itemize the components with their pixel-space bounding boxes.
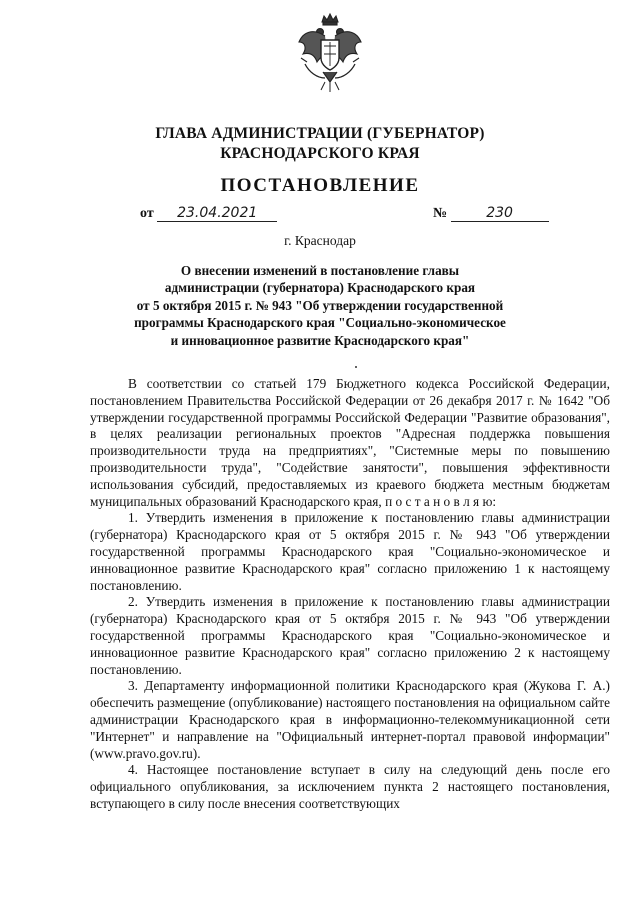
handwritten-date: 23.04.2021 [157, 206, 277, 222]
document-subject [80, 262, 560, 349]
clause-2-paragraph: 2. Утвердить изменения в приложение к постановлению главы администрации (губернатора) Краснодарского края от 5 октября 2015 г. № 943 "Об утверждении государственной программы Краснодарского края "Социально-экономическое и инновационное развитие Краснодарского края" согласно приложению 2 к настоящему постановлению. [90, 594, 610, 677]
subject-line: О внесении изменений в постановление главы [180, 263, 460, 278]
stray-mark [355, 366, 357, 368]
coat-of-arms-emblem [295, 12, 365, 94]
subject-line: и инновационное развитие Краснодарского края" [170, 332, 470, 348]
subject-line: администрации (губернатора) Краснодарского края [164, 280, 476, 296]
document-type: ПОСТАНОВЛЕНИЕ [220, 175, 420, 196]
city: г. Краснодар [284, 233, 356, 248]
date-label: от [140, 206, 154, 221]
authority-title-line1: ГЛАВА АДМИНИСТРАЦИИ (ГУБЕРНАТОР) [155, 125, 485, 142]
number-label: № [433, 206, 448, 221]
preamble-paragraph: В соответствии со статьей 179 Бюджетного кодекса Российской Федерации, постановлением Правительства Российской Федерации от 26 декабря 2017 г. № 1642 "Об утверждении государственной программы Российской Федерации "Развитие образования", в целях реализации региональных проектов "Адресная поддержка повышения производительности труда на предприятиях", "Системные меры по повышению производительности труда", "Содействие занятости", повышения эффективности использования субсидий, предоставляемых из краевого бюджета местным бюджетам муниципальных образований Краснодарского края, п о с т а н о в л я ю: [90, 376, 610, 509]
number-row [433, 206, 549, 222]
subject-line: от 5 октября 2015 г. № 943 "Об утверждении государственной [136, 297, 504, 313]
clause-3-paragraph: 3. Департаменту информационной политики Краснодарского края (Жукова Г. А.) обеспечить размещение (опубликование) настоящего постановления на официальном сайте администрации Краснодарского края в информационно-телекоммуникационной сети "Интернет" и направление на "Официальный интернет-портал правовой информации" (www.pravo.gov.ru). [90, 678, 610, 761]
clause-1-paragraph: 1. Утвердить изменения в приложение к постановлению главы администрации (губернатора) Краснодарского края от 5 октября 2015 г. № 943 "Об утверждении государственной программы Краснодарского края "Социально-экономическое и инновационное развитие Краснодарского края" согласно приложению 1 к настоящему постановлению. [90, 510, 610, 593]
subject-line: программы Краснодарского края "Социально-экономическое [134, 315, 506, 331]
clause-4-paragraph: 4. Настоящее постановление вступает в силу на следующий день после его официального опубликования, за исключением пункта 2 настоящего постановления, вступающего в силу после внесения соответствующих [90, 762, 610, 811]
handwritten-number: 230 [451, 206, 549, 222]
date-row [140, 206, 277, 222]
document-body [90, 376, 610, 813]
authority-title-line2: КРАСНОДАРСКОГО КРАЯ [220, 145, 420, 162]
